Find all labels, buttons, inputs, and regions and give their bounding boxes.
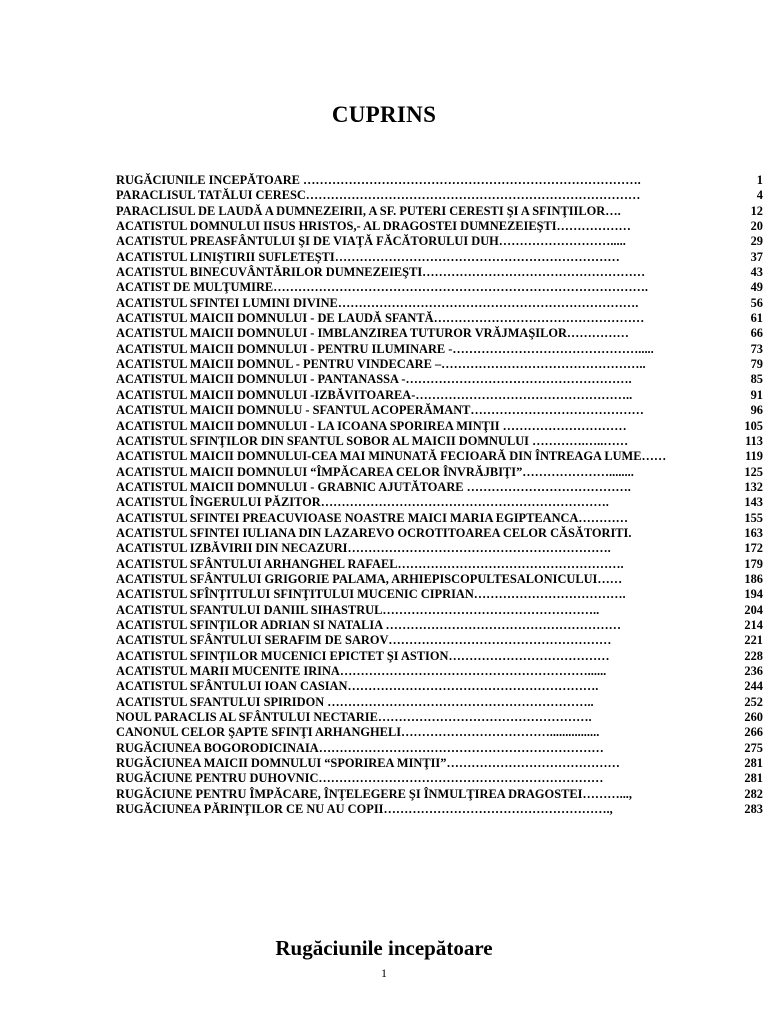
toc-entry-page: 155 [744, 510, 763, 525]
toc-entry [116, 557, 763, 572]
toc-entry-title: ACATISTUL BINECUVÂNTĂRILOR DUMNEZEIEŞTI……………………………………………… [116, 265, 646, 280]
toc-entry [116, 204, 763, 219]
toc-entry [116, 771, 763, 786]
toc-entry-page: 125 [744, 464, 763, 479]
toc-entry-page: 105 [744, 418, 763, 433]
toc-entry-title: ACATISTUL SFINTEI PREACUVIOASE NOASTRE MAICI MARIA EGIPTEANCA………… [116, 510, 628, 525]
toc-entry-title: ACATISTUL SFINŢILOR MUCENICI EPICTET ŞI ASTION………………………………… [116, 648, 610, 663]
toc-entry [116, 725, 763, 740]
toc-entry-title: NOUL PARACLIS AL SFÂNTULUI NECTARIE……………………………………………. [116, 710, 592, 725]
toc-entry [116, 326, 763, 341]
toc-entry-page: 179 [744, 556, 763, 571]
toc-entry-title: ACATISTUL SFÂNTULUI ARHANGHEL RAFAEL………………………………………………. [116, 556, 624, 571]
toc-entry-page: 236 [744, 664, 763, 678]
toc-entry [116, 679, 763, 694]
toc-entry [116, 403, 763, 418]
toc-entry [116, 695, 763, 710]
toc-entry [116, 741, 763, 756]
toc-entry-page: 252 [744, 694, 763, 709]
section-title: Rugăciunile incepătoare [275, 936, 493, 960]
toc-entry-page: 143 [744, 495, 763, 510]
toc-entry [116, 173, 763, 188]
toc-entry-title: ACATISTUL SFINŢILOR ADRIAN SI NATALIA ………………………………………………… [116, 617, 621, 632]
toc-entry-title: ACATISTUL MAICII DOMNULUI - GRABNIC AJUTĂTOARE …………………………………. [116, 479, 631, 494]
toc-entry-title: ACATISTUL SFINTEI IULIANA DIN LAZAREVO OCROTITOAREA CELOR CĂSĂTORITI. [116, 525, 632, 540]
toc-entry-page: 172 [744, 541, 763, 556]
toc-entry [116, 480, 763, 495]
toc-entry-title: ACATISTUL SFINŢILOR DIN SFANTUL SOBOR AL MAICII DOMNULUI ………….…..…… [116, 433, 629, 448]
table-of-contents [116, 173, 763, 817]
toc-entry-title: RUGĂCIUNEA BOGORODICINAIA…………………………………………………………… [116, 740, 604, 755]
page-number: 1 [381, 966, 387, 980]
toc-entry [116, 188, 763, 203]
toc-entry-title: ACATISTUL MAICII DOMNULUI “ÎMPĂCAREA CELOR ÎNVRĂJBIŢI”…………………........ [116, 464, 634, 479]
toc-entry-title: ACATISTUL MAICII DOMNULU - SFANTUL ACOPERĂMANT…………………………………… [116, 403, 644, 418]
toc-entry-page: 214 [744, 617, 763, 632]
toc-entry [116, 357, 763, 372]
toc-entry-title: ACATISTUL DOMNULUI IISUS HRISTOS,- AL DRAGOSTEI DUMNEZEIEŞTI……………… [116, 219, 631, 234]
toc-entry-page: 113 [745, 433, 763, 448]
toc-entry-page: 275 [744, 740, 763, 755]
toc-entry [116, 280, 763, 295]
toc-entry-title: ACATISTUL IZBĂVIRII DIN NECAZURI………………………………………………………. [116, 541, 611, 556]
toc-entry-page: 73 [750, 341, 763, 356]
toc-entry-title: ACATISTUL SFINTEI LUMINI DIVINE………………………………………………………………. [116, 295, 639, 310]
toc-entry-title: ACATISTUL MAICII DOMNUL - PENTRU VINDECARE –………………………………………….. [116, 357, 646, 372]
toc-entry [116, 265, 763, 280]
toc-entry [116, 802, 763, 817]
toc-entry-title: ACATISTUL LINIŞTIRII SUFLETEŞTI…………………………………………………………… [116, 249, 620, 264]
toc-entry-title: ACATIST DE MULŢUMIRE………………………………………………………………………………. [116, 280, 649, 295]
toc-entry-title: ACATISTUL SFÂNTULUI SERAFIM DE SAROV……………………………………………… [116, 633, 612, 648]
toc-entry-title: ACATISTUL MAICII DOMNULUI - LA ICOANA SPORIREA MINŢII ………………………… [116, 418, 627, 433]
toc-entry-title: PARACLISUL TATĂLUI CERESC……………………………………………………………………… [116, 188, 641, 203]
toc-entry-page: 186 [744, 571, 763, 586]
toc-entry-page: 1 [756, 173, 763, 187]
toc-entry-page: 79 [750, 357, 763, 372]
toc-entry-page: 204 [744, 602, 763, 617]
toc-entry-title: RUGĂCIUNEA MAICII DOMNULUI “SPORIREA MINŢII”…………………………………… [116, 756, 620, 771]
toc-entry-page: 228 [744, 648, 763, 663]
toc-entry-title: ACATISTUL MAICII DOMNULUI -IZBĂVITOAREA-…………………………………………….. [116, 387, 633, 402]
toc-entry-page: 119 [745, 449, 763, 464]
toc-entry-title: RUGĂCIUNE PENTRU DUHOVNIC…………………………………………………………… [116, 771, 604, 786]
toc-entry-title: ACATISTUL ÎNGERULUI PĂZITOR……………………………………………………………. [116, 495, 609, 510]
toc-entry-page: 163 [744, 525, 763, 540]
toc-entry-title: ACATISTUL SFANTULUI SPIRIDON ……………………………………………………….. [116, 694, 594, 709]
toc-entry-title: CANONUL CELOR ŞAPTE SFINŢI ARHANGHELI………………………………................ [116, 725, 600, 740]
toc-entry [116, 219, 763, 234]
toc-entry [116, 587, 763, 602]
toc-entry-page: 20 [750, 219, 763, 234]
toc-entry-title: ACATISTUL MAICII DOMNULUI - PANTANASSA -………………………………………………. [116, 372, 632, 387]
toc-entry [116, 664, 763, 679]
toc-entry-title: PARACLISUL DE LAUDĂ A DUMNEZEIRII, A SF. PUTERI CERESTI ŞI A SFINŢIILOR…. [116, 203, 621, 218]
toc-entry-page: 56 [750, 295, 763, 310]
toc-entry-title: ACATISTUL SFÎNŢITULUI SFINŢITULUI MUCENIC CIPRIAN………………………………. [116, 587, 626, 602]
toc-entry [116, 633, 763, 648]
toc-entry-title: ACATISTUL SFÂNTULUI IOAN CASIAN……………………………………………………. [116, 679, 599, 694]
toc-entry-page: 260 [744, 710, 763, 725]
toc-entry-page: 282 [744, 786, 763, 801]
toc-entry-page: 281 [744, 756, 763, 771]
toc-entry [116, 434, 763, 449]
toc-entry-page: 91 [750, 387, 763, 402]
toc-entry [116, 234, 763, 249]
toc-entry-page: 29 [750, 234, 763, 249]
toc-entry [116, 526, 763, 541]
toc-entry [116, 250, 763, 265]
toc-entry-title: RUGĂCIUNILE INCEPĂTOARE ………………………………………………………………………. [116, 173, 641, 187]
toc-entry-page: 12 [750, 203, 763, 218]
toc-entry [116, 572, 763, 587]
toc-entry [116, 372, 763, 387]
toc-entry-title: ACATISTUL MAICII DOMNULUI-CEA MAI MINUNATĂ FECIOARĂ DIN ÎNTREAGA LUME…… [116, 449, 667, 464]
toc-entry-page: 85 [750, 372, 763, 387]
toc-entry-page: 43 [750, 265, 763, 280]
toc-entry-title: RUGĂCIUNE PENTRU ÎMPĂCARE, ÎNŢELEGERE ŞI ÎNMULŢIREA DRAGOSTEI………..., [116, 786, 633, 801]
toc-entry-page: 194 [744, 587, 763, 602]
toc-entry [116, 649, 763, 664]
toc-entry [116, 296, 763, 311]
toc-entry-title: ACATISTUL MAICII DOMNULUI - DE LAUDĂ SFANTĂ…………………………………………… [116, 311, 645, 326]
toc-entry-title: ACATISTUL PREASFÂNTULUI ŞI DE VIAŢĂ FĂCĂTORULUI DUH………………………..... [116, 234, 626, 249]
toc-entry [116, 311, 763, 326]
toc-entry-page: 281 [744, 771, 763, 786]
toc-entry [116, 541, 763, 556]
toc-entry-page: 244 [744, 679, 763, 694]
toc-entry-page: 61 [750, 311, 763, 326]
toc-entry-page: 49 [750, 280, 763, 295]
toc-entry [116, 388, 763, 403]
toc-entry-page: 266 [744, 725, 763, 740]
toc-entry-title: ACATISTUL SFANTULUI DANIIL SIHASTRUL…………………………………………….. [116, 602, 600, 617]
toc-entry [116, 495, 763, 510]
toc-entry [116, 710, 763, 725]
toc-entry-title: ACATISTUL MARII MUCENITE IRINA……………………………………………………...... [116, 664, 607, 678]
toc-entry-page: 283 [744, 802, 763, 817]
toc-entry-page: 96 [750, 403, 763, 418]
toc-entry-page: 4 [756, 188, 763, 203]
toc-entry [116, 449, 763, 464]
toc-entry-title: ACATISTUL SFÂNTULUI GRIGORIE PALAMA, ARHIEPISCOPULTESALONICULUI…… [116, 571, 623, 586]
toc-entry-page: 37 [750, 249, 763, 264]
toc-entry-page: 221 [744, 633, 763, 648]
toc-entry [116, 342, 763, 357]
toc-entry-title: ACATISTUL MAICII DOMNULUI - IMBLANZIREA TUTUROR VRĂJMAŞILOR…………… [116, 326, 629, 341]
toc-entry [116, 511, 763, 526]
toc-entry-page: 66 [750, 326, 763, 341]
toc-entry [116, 787, 763, 802]
toc-entry [116, 603, 763, 618]
toc-entry-page: 132 [744, 479, 763, 494]
toc-entry-title: ACATISTUL MAICII DOMNULUI - PENTRU ILUMINARE -………………………………………..... [116, 341, 654, 356]
toc-entry [116, 756, 763, 771]
toc-entry [116, 419, 763, 434]
page-title: CUPRINS [331, 102, 437, 127]
toc-entry [116, 465, 763, 480]
toc-entry [116, 618, 763, 633]
toc-entry-title: RUGĂCIUNEA PĂRINŢILOR CE NU AU COPII………………………………………………., [116, 802, 613, 817]
